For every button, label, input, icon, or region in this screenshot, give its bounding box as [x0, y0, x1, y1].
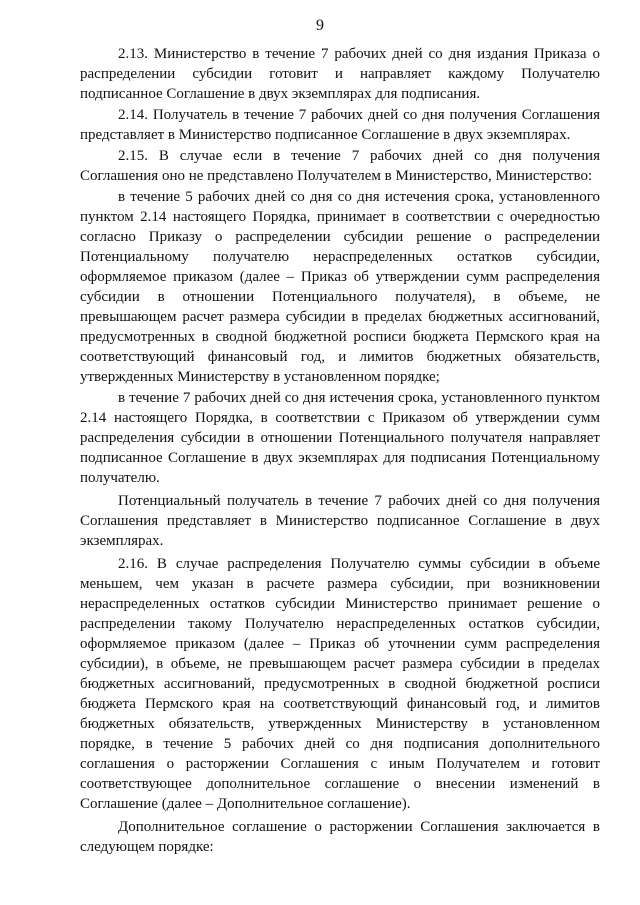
paragraph-2-15-item-2: в течение 7 рабочих дней со дня истечения срока, установленного пунктом 2.14 настоящего Порядка, в соответствии с Приказом об утверждении сумм распределения субсидии в отношении Потенциального получателя направляет подписанное Соглашение в двух экземплярах для подписания Потенциальному получателю. — [80, 390, 600, 486]
paragraph-2-13: 2.13. Министерство в течение 7 рабочих дней со дня издания Приказа о распределении субсидии готовит и направляет каждому Получателю подписанное Соглашение в двух экземплярах для подписания. — [80, 46, 600, 102]
paragraph-2-16: 2.16. В случае распределения Получателю суммы субсидии в объеме меньшем, чем указан в расчете размера субсидии, при возникновении нераспределенных остатков субсидии Министерство принимает решение о распределении такому Получателю нераспределенных остатков субсидии, оформляемое приказом (далее – Приказ об уточнении сумм распределения субсидии), в объеме, не превышающем расчет размера субсидии в пределах бюджетных ассигнований, предусмотренных в сводной бюджетной росписи бюджета Пермского края на соответствующий финансовый год, и лимитов бюджетных обязательств, утвержденных Министерству в установленном порядке, в течение 5 рабочих дней со дня подписания дополнительного соглашения о расторжении Соглашения с иным Получателем и готовит соответствующее дополнительное соглашение о внесении изменений в Соглашение (далее – Дополнительное соглашение). — [80, 556, 600, 812]
paragraph-2-14: 2.14. Получатель в течение 7 рабочих дней со дня получения Соглашения представляет в Министерство подписанное Соглашение в двух экземплярах. — [80, 107, 600, 143]
paragraph-2-15-item-1: в течение 5 рабочих дней со дня со дня истечения срока, установленного пунктом 2.14 настоящего Порядка, принимает в соответствии с очередностью согласно Приказу о распределении субсидии решение о распределении Потенциальному получателю нераспределенных остатков субсидии, оформляемое приказом (далее – Приказ об утверждении сумм распределения субсидии в отношении Потенциального получателя), в объеме, не превышающем расчет размера субсидии в пределах бюджетных ассигнований, предусмотренных в сводной бюджетной росписи бюджета Пермского края на соответствующий финансовый год, и лимитов бюджетных обязательств, утвержденных Министерству в установленном порядке; — [80, 189, 600, 385]
paragraph-potential-recipient: Потенциальный получатель в течение 7 рабочих дней со дня получения Соглашения представляет в Министерство подписанное Соглашение в двух экземплярах. — [80, 493, 600, 549]
paragraph-2-15: 2.15. В случае если в течение 7 рабочих дней со дня получения Соглашения оно не представлено Получателем в Министерство, Министерство: — [80, 148, 600, 184]
document-body — [80, 44, 600, 858]
paragraph-additional-agreement: Дополнительное соглашение о расторжении Соглашения заключается в следующем порядке: — [80, 819, 600, 855]
page-number: 9 — [316, 17, 324, 34]
